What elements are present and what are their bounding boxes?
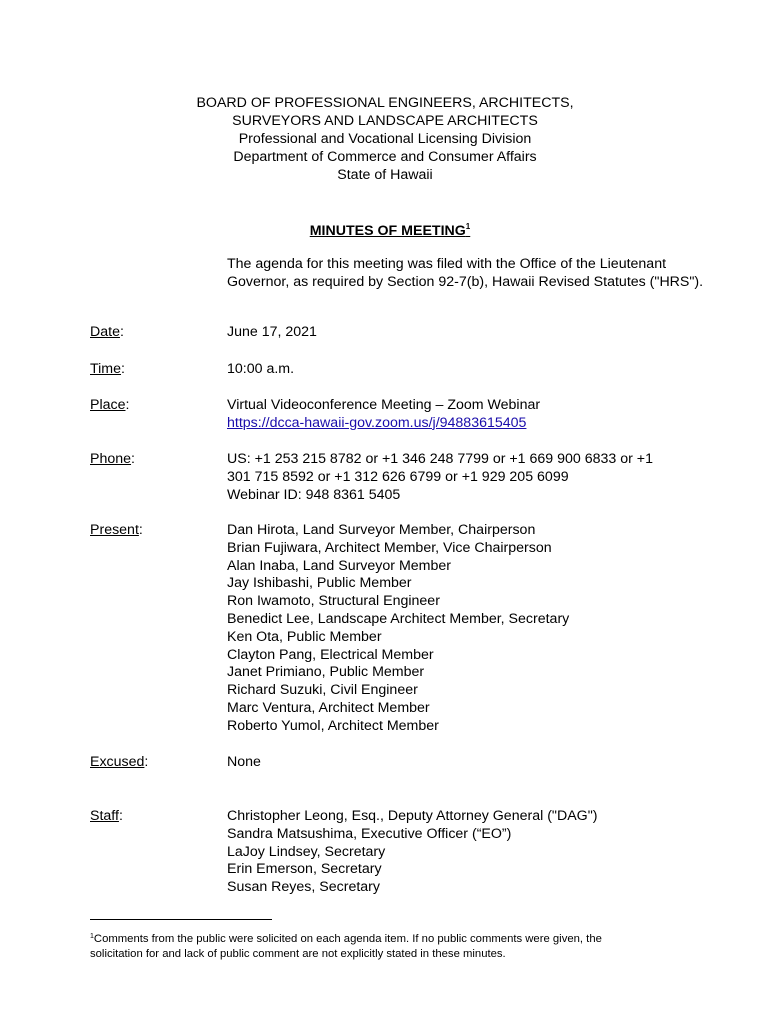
place-label: Place:	[90, 397, 130, 413]
minutes-title	[90, 218, 690, 240]
present-member: Benedict Lee, Landscape Architect Member, Secretary	[227, 610, 570, 627]
present-member: Alan Inaba, Land Surveyor Member	[227, 557, 451, 574]
webinar-id: Webinar ID: 948 8361 5405	[227, 486, 401, 503]
present-member: Janet Primiano, Public Member	[227, 664, 425, 681]
heading-line-2: SURVEYORS AND LANDSCAPE ARCHITECTS	[232, 113, 538, 129]
staff-members	[227, 808, 707, 897]
present-member: Ron Iwamoto, Structural Engineer	[227, 593, 440, 610]
phone-line-1: US: +1 253 215 8782 or +1 346 248 7799 or +1 669 900 6833 or +1	[227, 451, 653, 467]
footnote-line-1: Comments from the public were solicited on each agenda item. If no public comments were given, the	[93, 933, 602, 945]
place-value	[227, 397, 707, 433]
present-member: Jay Ishibashi, Public Member	[227, 575, 412, 592]
present-member: Marc Ventura, Architect Member	[227, 699, 430, 716]
staff-member: Christopher Leong, Esq., Deputy Attorney General ("DAG")	[227, 808, 598, 824]
present-member: Roberto Yumol, Architect Member	[227, 717, 439, 734]
heading-line-5: State of Hawaii	[337, 167, 433, 183]
staff-member: LaJoy Lindsey, Secretary	[227, 843, 386, 860]
board-heading	[90, 94, 680, 184]
date-label: Date:	[90, 324, 124, 340]
heading-line-3: Professional and Vocational Licensing Division	[238, 131, 532, 147]
phone-value	[227, 451, 707, 504]
present-member: Richard Suzuki, Civil Engineer	[227, 682, 418, 699]
footnote-marker: 1	[90, 933, 94, 940]
time-value: 10:00 a.m.	[227, 361, 295, 377]
staff-member: Sandra Matsushima, Executive Officer (“EO”)	[227, 825, 512, 842]
phone-line-2: 301 715 8592 or +1 312 626 6799 or +1 929 205 6099	[227, 468, 569, 485]
date-value: June 17, 2021	[227, 324, 317, 340]
footnote-divider	[90, 919, 272, 920]
footnote	[90, 929, 690, 962]
present-member: Brian Fujiwara, Architect Member, Vice Chairperson	[227, 539, 552, 556]
present-member: Ken Ota, Public Member	[227, 628, 382, 645]
excused-label: Excused:	[90, 754, 149, 770]
footnote-line-2: solicitation for and lack of public comment are not explicitly stated in these minutes.	[90, 948, 506, 960]
footnote-reference: 1	[465, 222, 471, 231]
heading-line-4: Department of Commerce and Consumer Affairs	[233, 149, 537, 165]
phone-label: Phone:	[90, 451, 135, 467]
place-description: Virtual Videoconference Meeting – Zoom Webinar	[227, 397, 541, 413]
present-member: Dan Hirota, Land Surveyor Member, Chairperson	[227, 522, 536, 538]
present-members	[227, 522, 707, 736]
zoom-link[interactable]: https://dcca-hawaii-gov.zoom.us/j/94883615405	[227, 414, 527, 431]
present-member: Clayton Pang, Electrical Member	[227, 646, 434, 663]
agenda-note: The agenda for this meeting was filed with the Office of the Lieutenant Governor, as required by Section 92-7(b), Hawaii Revised Statutes ("HRS").	[227, 256, 704, 290]
staff-member: Susan Reyes, Secretary	[227, 879, 380, 896]
staff-label: Staff:	[90, 808, 123, 824]
staff-member: Erin Emerson, Secretary	[227, 861, 382, 878]
heading-line-1: BOARD OF PROFESSIONAL ENGINEERS, ARCHITECTS,	[196, 95, 574, 111]
time-label: Time:	[90, 361, 125, 377]
excused-value: None	[227, 754, 261, 770]
minutes-title-text: MINUTES OF MEETING	[309, 223, 466, 239]
present-label: Present:	[90, 522, 143, 538]
